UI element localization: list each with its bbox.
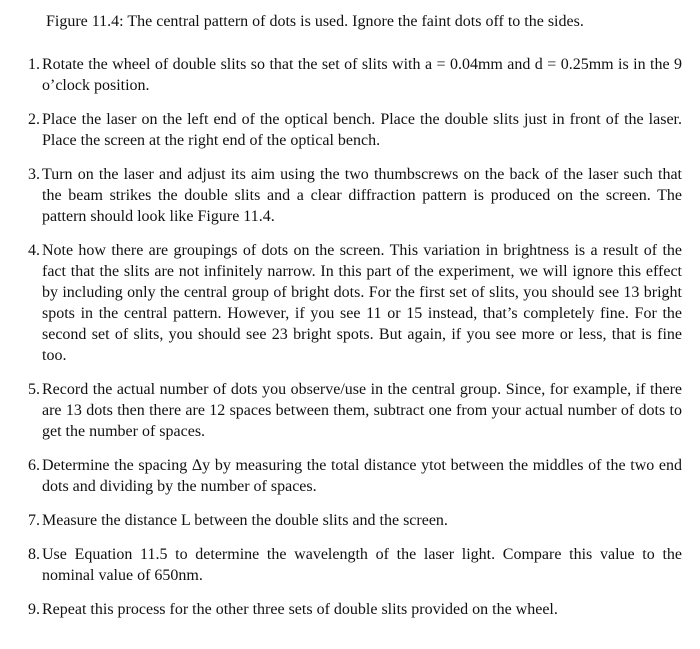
list-item: [18, 510, 682, 531]
list-item: [18, 240, 682, 366]
step-text: Repeat this process for the other three sets of double slits provided on the wheel.: [42, 601, 558, 618]
list-item: [18, 455, 682, 497]
step-text: Turn on the laser and adjust its aim using the two thumbscrews on the back of the laser such that the beam strikes the double slits and a clear diffraction pattern is produced on the screen. The pattern should look like Figure 11.4.: [42, 166, 682, 225]
step-text: Determine the spacing Δy by measuring the total distance ytot between the middles of the two end dots and dividing by the number of spaces.: [42, 457, 682, 495]
procedure-list: [18, 54, 682, 620]
list-item: [18, 379, 682, 442]
step-text: Note how there are groupings of dots on the screen. This variation in brightness is a result of the fact that the slits are not infinitely narrow. In this part of the experiment, we will ignore this effect by including only the central group of bright dots. For the first set of slits, you should see 13 bright spots in the central pattern. However, if you see 11 or 15 instead, that’s completely fine. For the second set of slits, you should see 23 bright spots. But again, if you see more or less, that is fine too.: [42, 242, 682, 364]
step-number: 4.: [28, 242, 40, 259]
list-item: [18, 164, 682, 227]
list-item: [18, 599, 682, 620]
step-number: 5.: [28, 381, 40, 398]
step-text: Rotate the wheel of double slits so that the set of slits with a = 0.04mm and d = 0.25mm is in the 9 o’clock position.: [42, 56, 682, 94]
step-text: Place the laser on the left end of the optical bench. Place the double slits just in front of the laser. Place the screen at the right end of the optical bench.: [42, 111, 682, 149]
step-number: 8.: [28, 546, 40, 563]
step-number: 2.: [28, 111, 40, 128]
step-text: Measure the distance L between the double slits and the screen.: [42, 512, 448, 529]
list-item: [18, 109, 682, 151]
step-number: 9.: [28, 601, 40, 618]
list-item: [18, 544, 682, 586]
step-number: 3.: [28, 166, 40, 183]
step-text: Record the actual number of dots you observe/use in the central group. Since, for example, if there are 13 dots then there are 12 spaces between them, subtract one from your actual number of dots to get the number of spaces.: [42, 381, 682, 440]
step-number: 6.: [28, 457, 40, 474]
list-item: [18, 54, 682, 96]
step-number: 7.: [28, 512, 40, 529]
figure-caption: Figure 11.4: The central pattern of dots is used. Ignore the faint dots off to the sides.: [46, 13, 584, 30]
step-number: 1.: [28, 56, 40, 73]
step-text: Use Equation 11.5 to determine the wavelength of the laser light. Compare this value to the nominal value of 650nm.: [42, 546, 682, 584]
